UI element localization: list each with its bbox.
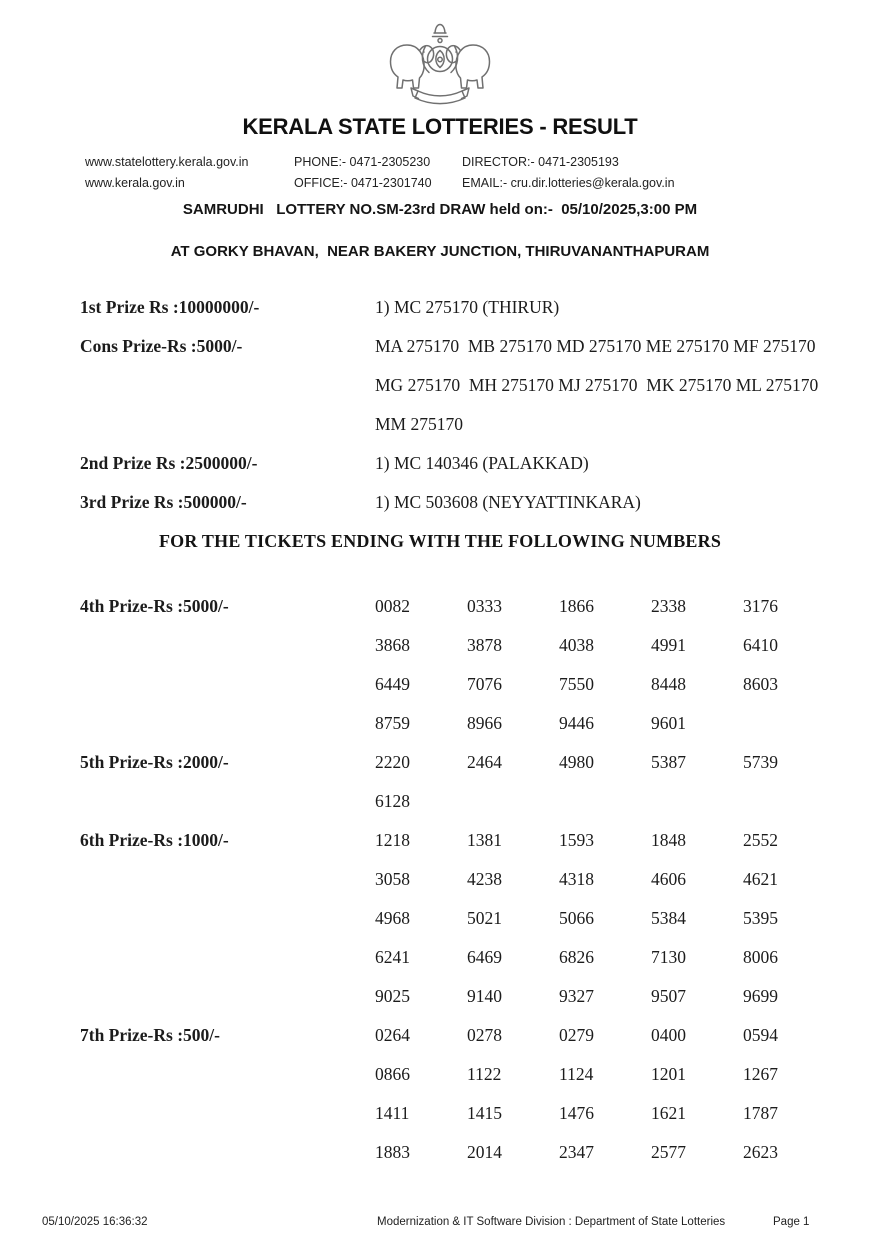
footer-timestamp: 05/10/2025 16:36:32	[42, 1216, 148, 1228]
ticket-number: 1476	[559, 1103, 594, 1123]
ticket-number: 0594	[743, 1025, 778, 1045]
ticket-number: 1593	[559, 830, 594, 850]
ticket-number-row	[375, 704, 743, 743]
top-prizes-section	[0, 288, 880, 522]
ticket-number: 4621	[743, 869, 778, 889]
ticket-number: 4968	[375, 908, 410, 928]
ticket-number: 0866	[375, 1064, 410, 1084]
ending-prize-row	[0, 743, 880, 782]
ticket-number: 6241	[375, 947, 410, 967]
prize-label	[0, 1094, 375, 1133]
prize-row	[0, 327, 880, 444]
ending-prize-row	[0, 938, 880, 977]
ticket-number: 1122	[467, 1064, 502, 1084]
ending-prize-row	[0, 782, 880, 821]
ending-prize-row	[0, 1055, 880, 1094]
ticket-number: 8966	[467, 713, 502, 733]
ticket-number: 9601	[651, 713, 686, 733]
ticket-number: 7550	[559, 674, 594, 694]
ticket-number: 9140	[467, 986, 502, 1006]
prize-label	[0, 1055, 375, 1094]
ticket-number: 2220	[375, 752, 410, 772]
website-line-1: www.statelottery.kerala.gov.in	[85, 155, 249, 169]
ticket-number-row	[375, 626, 835, 665]
ticket-number: 8006	[743, 947, 778, 967]
ticket-number-row	[375, 587, 835, 626]
prize-label: 7th Prize-Rs :500/-	[80, 1025, 220, 1045]
ticket-number: 8448	[651, 674, 686, 694]
ticket-number: 2552	[743, 830, 778, 850]
prize-label	[0, 938, 375, 977]
ticket-number: 1381	[467, 830, 502, 850]
ticket-number-row	[375, 1055, 835, 1094]
draw-headline: SAMRUDHI LOTTERY NO.SM-23rd DRAW held on:- 05/10/2025,3:00 PM	[182, 201, 698, 218]
ending-prize-row	[0, 821, 880, 860]
contact-info	[0, 152, 880, 194]
ticket-number: 6410	[743, 635, 778, 655]
footer-division: Modernization & IT Software Division : Department of State Lotteries	[377, 1216, 726, 1228]
ticket-number: 4038	[559, 635, 594, 655]
ending-prize-row	[0, 587, 880, 626]
winning-number-line: MA 275170 MB 275170 MD 275170 ME 275170 MF 275170	[375, 336, 816, 356]
email-address: EMAIL:- cru.dir.lotteries@kerala.gov.in	[462, 176, 675, 190]
ticket-number: 2347	[559, 1142, 594, 1162]
ticket-number: 1411	[375, 1103, 410, 1123]
winning-number-line: MM 275170	[375, 414, 463, 434]
ticket-number-row	[375, 665, 835, 704]
ticket-number: 4980	[559, 752, 594, 772]
winning-number-line: MG 275170 MH 275170 MJ 275170 MK 275170 ML 275170	[375, 375, 819, 395]
footer-page-number: Page 1	[773, 1216, 810, 1228]
ending-prize-row	[0, 665, 880, 704]
ticket-number: 9327	[559, 986, 594, 1006]
ticket-number: 1883	[375, 1142, 410, 1162]
ticket-number: 0333	[467, 596, 502, 616]
ticket-number-row	[375, 977, 835, 1016]
prize-label: 3rd Prize Rs :500000/-	[80, 492, 247, 512]
emblem-container	[0, 0, 880, 112]
winning-number-line: 1) MC 503608 (NEYYATTINKARA)	[375, 492, 641, 512]
ticket-number-row	[375, 821, 835, 860]
ending-numbers-heading: FOR THE TICKETS ENDING WITH THE FOLLOWING NUMBERS	[158, 531, 722, 551]
ticket-number-row	[375, 782, 467, 821]
ticket-number: 3868	[375, 635, 410, 655]
page-footer	[0, 1216, 880, 1234]
prize-label: 4th Prize-Rs :5000/-	[80, 596, 229, 616]
ticket-number: 2464	[467, 752, 502, 772]
prize-row	[0, 483, 880, 522]
ticket-number-row	[375, 1133, 835, 1172]
director-number: DIRECTOR:- 0471-2305193	[462, 155, 619, 169]
ticket-number: 4238	[467, 869, 502, 889]
prize-label: 5th Prize-Rs :2000/-	[80, 752, 229, 772]
ticket-number: 3176	[743, 596, 778, 616]
ticket-number: 9507	[651, 986, 686, 1006]
ticket-number-row	[375, 938, 835, 977]
ticket-number: 1201	[651, 1064, 686, 1084]
ending-prize-row	[0, 860, 880, 899]
kerala-state-emblem-icon	[381, 8, 499, 112]
ticket-number: 1866	[559, 596, 594, 616]
ticket-number: 5066	[559, 908, 594, 928]
prize-winning-numbers	[375, 288, 880, 327]
ticket-number: 9699	[743, 986, 778, 1006]
ticket-number: 5395	[743, 908, 778, 928]
ticket-number: 2577	[651, 1142, 686, 1162]
ticket-number: 1415	[467, 1103, 502, 1123]
ticket-number: 5021	[467, 908, 502, 928]
ending-prize-row	[0, 1094, 880, 1133]
ending-prize-row	[0, 1016, 880, 1055]
prize-winning-numbers	[375, 327, 880, 444]
ticket-number: 0400	[651, 1025, 686, 1045]
winning-number-line: 1) MC 140346 (PALAKKAD)	[375, 453, 589, 473]
prize-row	[0, 288, 880, 327]
ticket-number-row	[375, 1016, 835, 1055]
ticket-number: 2338	[651, 596, 686, 616]
ending-prize-row	[0, 977, 880, 1016]
page-title: KERALA STATE LOTTERIES - RESULT	[242, 114, 638, 139]
ticket-number: 1124	[559, 1064, 594, 1084]
ticket-number: 3058	[375, 869, 410, 889]
ticket-number: 3878	[467, 635, 502, 655]
ticket-number: 5384	[651, 908, 686, 928]
ending-prize-row	[0, 1133, 880, 1172]
prize-label	[0, 860, 375, 899]
ticket-number: 9446	[559, 713, 594, 733]
ticket-number-row	[375, 743, 835, 782]
prize-label	[0, 665, 375, 704]
office-number: OFFICE:- 0471-2301740	[294, 176, 432, 190]
ticket-number: 4991	[651, 635, 686, 655]
prize-row	[0, 444, 880, 483]
prize-label: 2nd Prize Rs :2500000/-	[80, 453, 258, 473]
ending-prize-row	[0, 704, 880, 743]
ticket-number: 6469	[467, 947, 502, 967]
ending-prize-row	[0, 899, 880, 938]
prize-label	[0, 704, 375, 743]
ticket-number: 4606	[651, 869, 686, 889]
ending-prize-row	[0, 626, 880, 665]
ticket-number-row	[375, 1094, 835, 1133]
ticket-number: 6826	[559, 947, 594, 967]
ticket-number: 6128	[375, 791, 410, 811]
prize-label: 6th Prize-Rs :1000/-	[80, 830, 229, 850]
ticket-number: 0278	[467, 1025, 502, 1045]
phone-number: PHONE:- 0471-2305230	[294, 155, 431, 169]
prize-label	[0, 1133, 375, 1172]
ticket-number: 0082	[375, 596, 410, 616]
prize-label: 1st Prize Rs :10000000/-	[80, 297, 260, 317]
ticket-number: 5739	[743, 752, 778, 772]
prize-label: Cons Prize-Rs :5000/-	[80, 336, 243, 356]
ticket-number: 2623	[743, 1142, 778, 1162]
ticket-number: 4318	[559, 869, 594, 889]
ending-prizes-section	[0, 587, 880, 1172]
ticket-number: 1621	[651, 1103, 686, 1123]
ticket-number: 0264	[375, 1025, 410, 1045]
prize-label	[0, 977, 375, 1016]
ticket-number: 1787	[743, 1103, 778, 1123]
ticket-number-row	[375, 860, 835, 899]
ticket-number: 7076	[467, 674, 502, 694]
prize-winning-numbers	[375, 483, 880, 522]
draw-venue: AT GORKY BHAVAN, NEAR BAKERY JUNCTION, THIRUVANANTHAPURAM	[170, 243, 710, 260]
ticket-number: 8603	[743, 674, 778, 694]
ticket-number: 1848	[651, 830, 686, 850]
website-line-2: www.kerala.gov.in	[85, 176, 185, 190]
ticket-number: 0279	[559, 1025, 594, 1045]
prize-label	[0, 782, 375, 821]
ticket-number-row	[375, 899, 835, 938]
ticket-number: 5387	[651, 752, 686, 772]
ticket-number: 6449	[375, 674, 410, 694]
prize-winning-numbers	[375, 444, 880, 483]
ticket-number: 8759	[375, 713, 410, 733]
ticket-number: 1218	[375, 830, 410, 850]
ticket-number: 7130	[651, 947, 686, 967]
ticket-number: 2014	[467, 1142, 502, 1162]
ticket-number: 1267	[743, 1064, 778, 1084]
prize-label	[0, 899, 375, 938]
prize-label	[0, 626, 375, 665]
ticket-number: 9025	[375, 986, 410, 1006]
winning-number-line: 1) MC 275170 (THIRUR)	[375, 297, 560, 317]
